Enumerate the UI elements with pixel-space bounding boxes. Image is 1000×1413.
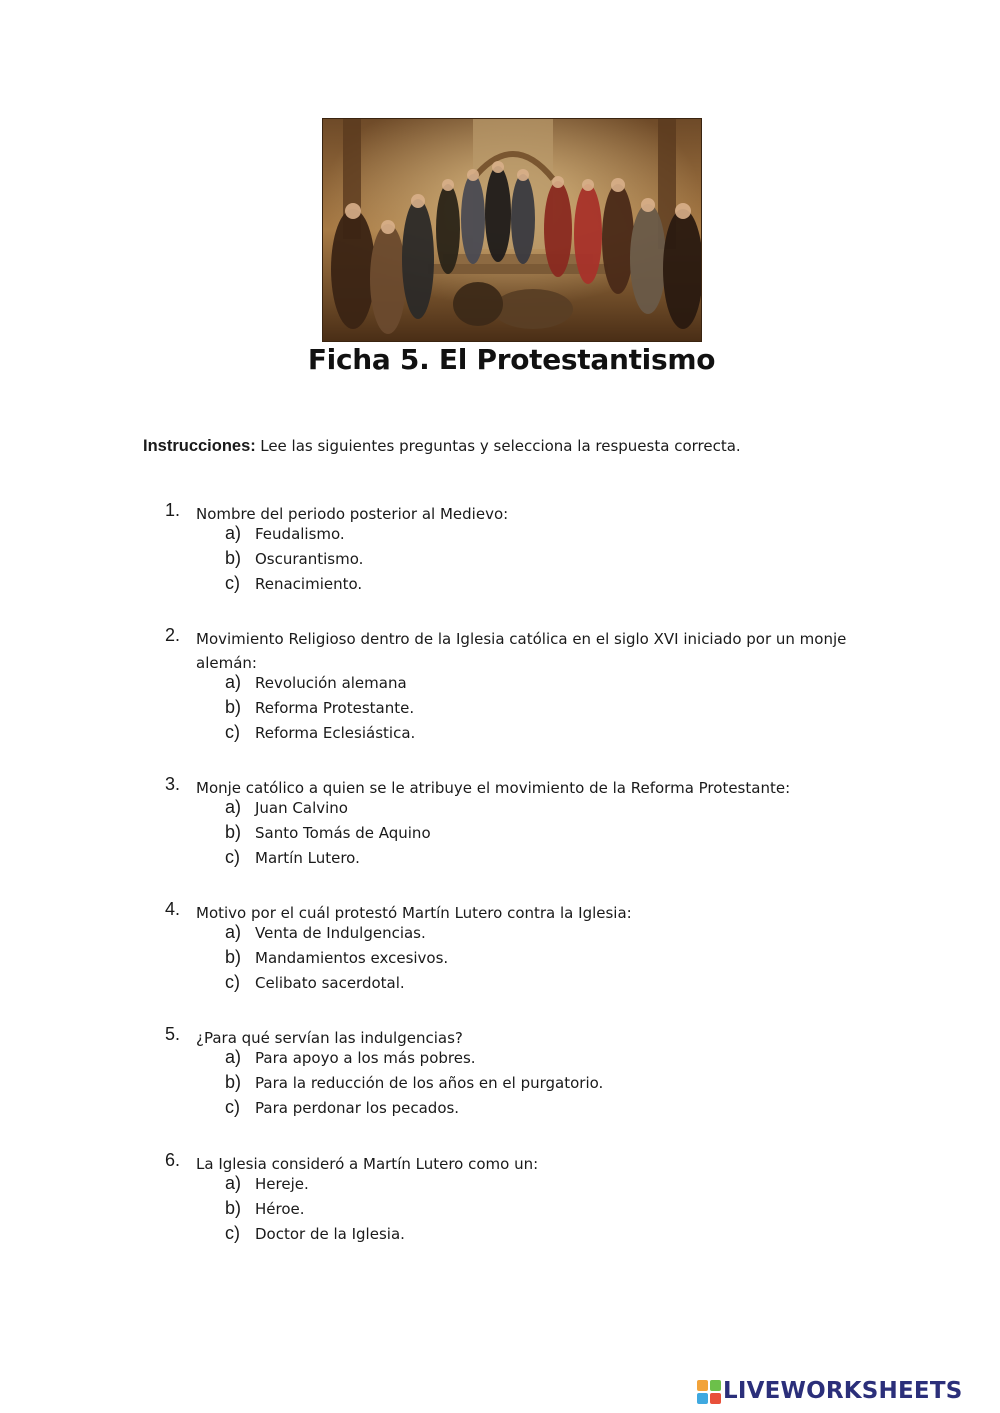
option-text: Para la reducción de los años en el purgatorio. — [255, 1074, 604, 1092]
question-stem: Movimiento Religioso dentro de la Iglesia católica en el siglo XVI iniciado por un monje alemán: — [196, 630, 847, 672]
instructions-text: Lee las siguientes preguntas y selecciona la respuesta correcta. — [260, 437, 741, 455]
instructions — [143, 437, 741, 456]
option-text: Martín Lutero. — [255, 849, 360, 867]
option-letter: a) — [225, 1047, 242, 1067]
question-number: 4. — [165, 899, 181, 919]
question-stem: La Iglesia consideró a Martín Lutero como un: — [196, 1155, 539, 1173]
option-text: Oscurantismo. — [255, 550, 364, 568]
option-text: Venta de Indulgencias. — [255, 924, 426, 942]
option-letter: b) — [225, 548, 242, 568]
option-text: Renacimiento. — [255, 575, 363, 593]
option-text: Celibato sacerdotal. — [255, 974, 405, 992]
question-number: 5. — [165, 1024, 181, 1044]
option-text: Héroe. — [255, 1200, 305, 1218]
question-number: 6. — [165, 1150, 181, 1170]
option-text: Reforma Protestante. — [255, 699, 415, 717]
option-letter: b) — [225, 1198, 242, 1218]
option-letter: a) — [225, 922, 242, 942]
option-letter: b) — [225, 1072, 242, 1092]
option-text: Revolución alemana — [255, 674, 407, 692]
page-title: Ficha 5. El Protestantismo — [307, 343, 716, 376]
question-number: 3. — [165, 774, 181, 794]
question-stem: Nombre del periodo posterior al Medievo: — [196, 505, 509, 523]
liveworksheets-logo-icon — [697, 1380, 721, 1404]
question-stem: Motivo por el cuál protestó Martín Lutero contra la Iglesia: — [196, 904, 632, 922]
option-letter: c) — [225, 1097, 240, 1117]
option-text: Santo Tomás de Aquino — [255, 824, 431, 842]
logo-wordmark: LIVEWORKSHEETS — [723, 1378, 963, 1404]
option-text: Feudalismo. — [255, 525, 345, 543]
option-text: Para apoyo a los más pobres. — [255, 1049, 476, 1067]
option-text: Para perdonar los pecados. — [255, 1099, 460, 1117]
option-letter: a) — [225, 523, 242, 543]
option-letter: a) — [225, 672, 242, 692]
option-letter: b) — [225, 697, 242, 717]
question-number: 2. — [165, 625, 181, 645]
option-letter: c) — [225, 1223, 240, 1243]
option-letter: a) — [225, 797, 242, 817]
header-painting — [322, 118, 702, 342]
option-text: Doctor de la Iglesia. — [255, 1225, 405, 1243]
option-letter: c) — [225, 972, 240, 992]
question-stem: Monje católico a quien se le atribuye el movimiento de la Reforma Protestante: — [196, 779, 791, 797]
option-letter: a) — [225, 1173, 242, 1193]
option-letter: c) — [225, 847, 240, 867]
option-letter: b) — [225, 822, 242, 842]
option-letter: b) — [225, 947, 242, 967]
option-letter: c) — [225, 722, 240, 742]
painting-illustration — [323, 119, 701, 341]
option-text: Reforma Eclesiástica. — [255, 724, 416, 742]
instructions-label: Instrucciones: — [143, 437, 256, 455]
option-letter: c) — [225, 573, 240, 593]
question-stem: ¿Para qué servían las indulgencias? — [196, 1029, 463, 1047]
question-number: 1. — [165, 500, 181, 520]
option-text: Juan Calvino — [255, 799, 348, 817]
option-text: Hereje. — [255, 1175, 309, 1193]
option-text: Mandamientos excesivos. — [255, 949, 449, 967]
